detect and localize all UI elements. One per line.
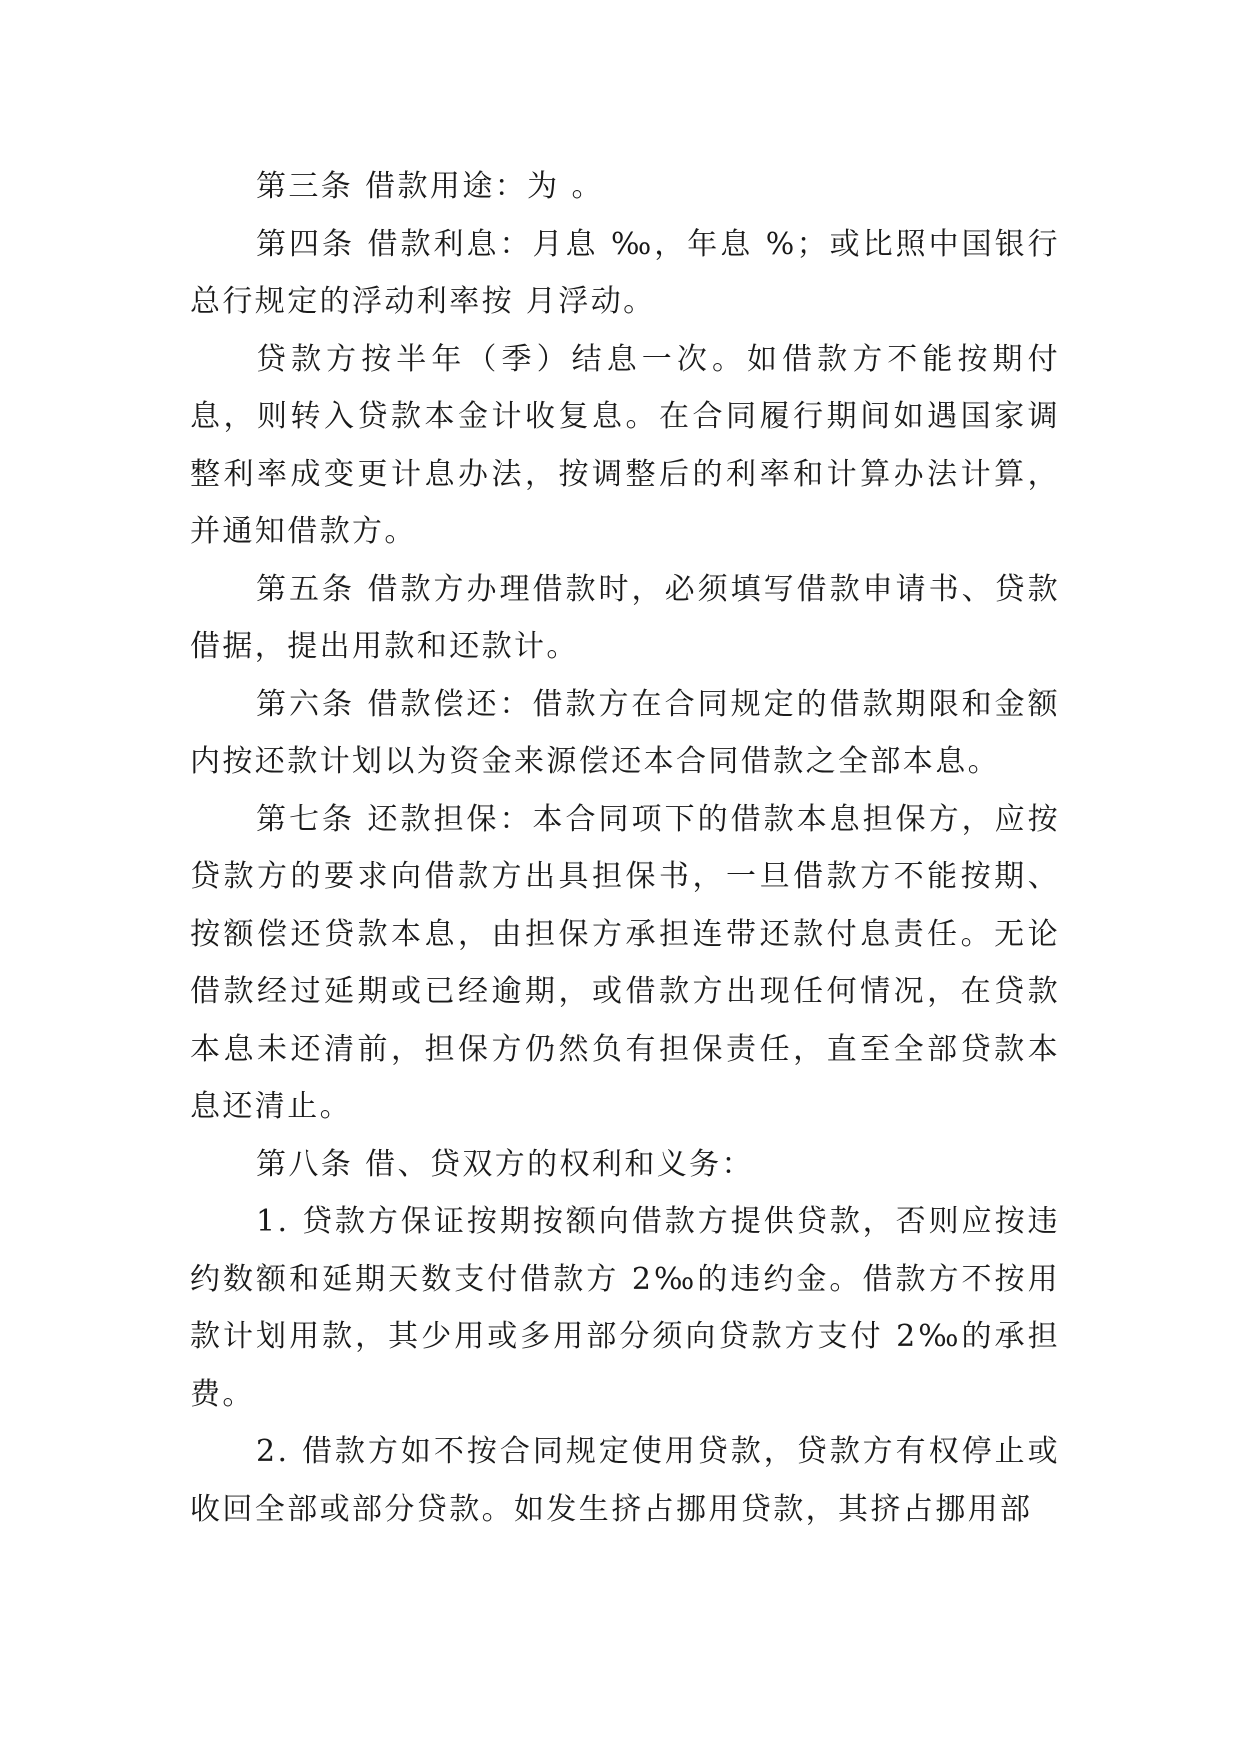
obligation-item-2: 2. 借款方如不按合同规定使用贷款，贷款方有权停止或收回全部或部分贷款。如发生挤占挪用贷款，其挤占挪用部	[190, 1434, 1060, 1527]
interest-settlement-paragraph: 贷款方按半年（季）结息一次。如借款方不能按期付息，则转入贷款本金计收复息。在合同履行期间如遇国家调整利率成变更计息办法，按调整后的利率和计算办法计算，并通知借款方。	[190, 341, 1060, 549]
article-6-repayment: 第六条 借款偿还：借款方在合同规定的借款期限和金额内按还款计划以为资金来源偿还本合同借款之全部本息。	[190, 686, 1060, 779]
document-body	[190, 158, 1060, 1538]
article-3-purpose: 第三条 借款用途：为 。	[256, 169, 604, 204]
article-8-rights-obligations: 第八条 借、贷双方的权利和义务：	[256, 1146, 754, 1182]
article-4-interest: 第四条 借款利息：月息 ‰，年息 %；或比照中国银行总行规定的浮动利率按 月浮动。	[190, 226, 1060, 319]
article-5-application: 第五条 借款方办理借款时，必须填写借款申请书、贷款借据，提出用款和还款计。	[190, 571, 1060, 664]
obligation-item-1: 1. 贷款方保证按期按额向借款方提供贷款，否则应按违约数额和延期天数支付借款方 2‰的违约金。借款方不按用款计划用款，其少用或多用部分须向贷款方支付 2‰的承担费。	[190, 1204, 1060, 1412]
article-7-guarantee: 第七条 还款担保：本合同项下的借款本息担保方，应按贷款方的要求向借款方出具担保书，一旦借款方不能按期、按额偿还贷款本息，由担保方承担连带还款付息责任。无论借款经过延期或已经逾期，或借款方出现任何情况，在贷款本息未还清前，担保方仍然负有担保责任，直至全部贷款本息还清止。	[190, 801, 1060, 1124]
